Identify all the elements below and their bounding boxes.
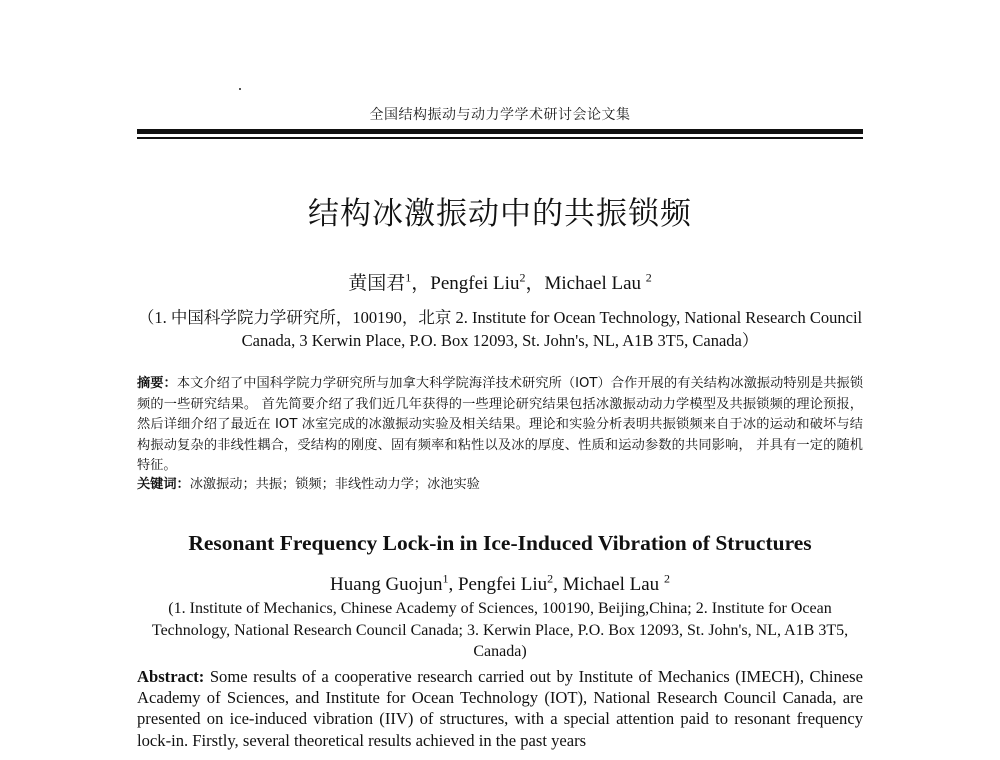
chinese-keywords — [137, 475, 863, 495]
author-name: Huang Guojun — [330, 574, 443, 595]
chinese-keywords-text: 冰激振动；共振；锁频；非线性动力学；冰池实验 — [189, 477, 480, 492]
chinese-abstract-text: 本文介绍了中国科学院力学研究所与加拿大科学院海洋技术研究所（IOT）合作开展的有关结构冰激振动特别是共振锁频的一些研究结果。 首先简要介绍了我们近几年获得的一些理论研究结果包括冰激振动动力学模型及共振锁频的理论预报， 然后详细介绍了最近在 IOT 冰室完成的冰激振动实验及相关结果。理论和实验分析表明共振锁频来自于冰的运动和破坏与结构振动复杂的非线性耦合，受结构的刚度、固有频率和粘性以及冰的厚度、性质和运动参数的共同影响， 并具有一定的随机特征。 — [137, 376, 864, 473]
chinese-abstract — [137, 374, 863, 477]
english-title: Resonant Frequency Lock-in in Ice-Induced Vibration of Structures — [188, 531, 812, 555]
author-name: Michael Lau — [562, 574, 664, 595]
english-abstract-text: Some results of a cooperative research carried out by Institute of Mechanics (IMECH), Chinese Academy of Sciences, and Institute for Ocean Technology (IOT), National Research Council Canada, are presented on ice-induced vibration (IIV) of structures, with a special attention paid to resonant frequency lock-in. Firstly, several theoretical results achieved in the past years — [137, 667, 863, 750]
author-affil-marker: 2 — [519, 270, 526, 285]
author-name: 黄国君 — [348, 273, 406, 294]
author-name: Michael Lau — [544, 273, 642, 294]
chinese-affiliation: （1. 中国科学院力学研究所，100190，北京 2. Institute for Ocean Technology, National Research Council Canada, 3 Kerwin Place, P.O. Box 12093, St. John's, NL, A1B 3T5, Canada） — [137, 308, 863, 350]
author-separator: , — [553, 574, 563, 595]
author-name: Pengfei Liu — [457, 574, 548, 595]
english-authors — [137, 571, 863, 596]
english-affiliation: (1. Institute of Mechanics, Chinese Academy of Sciences, 100190, Beijing,China; 2. Institute for Ocean Technology, National Research Council Canada; 3. Kerwin Place, P.O. Box 12093, St. John's, NL, A1B 3T5, Canada) — [151, 600, 849, 660]
running-header: 全国结构振动与动力学学术研讨会论文集 — [369, 107, 631, 123]
author-separator: ， — [525, 273, 545, 294]
chinese-abstract-label: 摘要： — [137, 376, 177, 391]
header-rule-thin — [137, 137, 863, 139]
english-abstract-label: Abstract: — [137, 667, 205, 686]
chinese-title: 结构冰激振动中的共振锁频 — [308, 196, 692, 232]
scan-speck — [239, 88, 241, 90]
author-affil-marker: 1 — [442, 571, 449, 586]
author-affil-marker: 2 — [645, 270, 652, 285]
author-separator: , — [448, 574, 458, 595]
author-name: Pengfei Liu — [430, 273, 520, 294]
chinese-authors — [137, 268, 863, 295]
author-affil-marker: 1 — [405, 270, 412, 285]
header-rule-thick — [137, 129, 863, 134]
chinese-keywords-label: 关键词： — [137, 477, 190, 492]
author-affil-marker: 2 — [663, 571, 670, 586]
author-affil-marker: 2 — [547, 571, 554, 586]
english-abstract — [137, 666, 863, 751]
author-separator: ， — [411, 273, 431, 294]
